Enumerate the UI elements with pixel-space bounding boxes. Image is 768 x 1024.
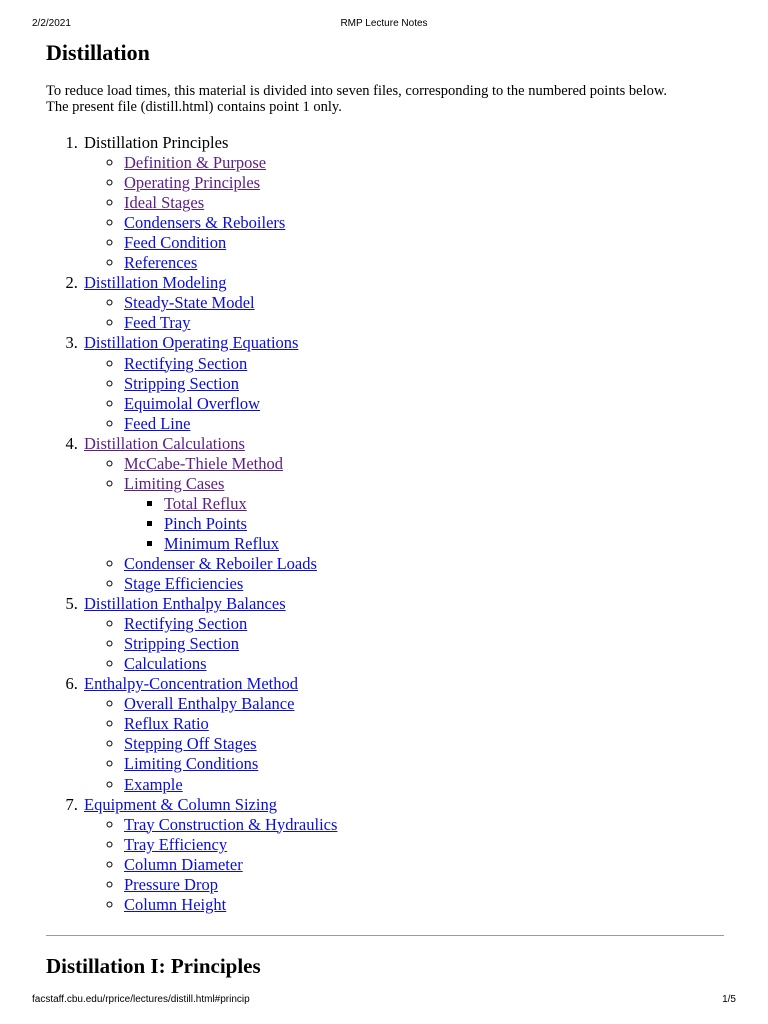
link-feed-tray[interactable]: Feed Tray [124, 313, 191, 333]
toc-section-2-list [84, 293, 726, 333]
list-item [124, 775, 726, 795]
list-item [124, 253, 726, 273]
toc-section-4-list [84, 454, 726, 594]
toc-section-5 [82, 594, 726, 674]
intro-line-2: The present file (distill.html) contains point 1 only. [46, 99, 342, 115]
link-equimolal-overflow[interactable]: Equimolal Overflow [124, 393, 261, 413]
list-item [124, 835, 726, 855]
link-limiting-cases[interactable]: Limiting Cases [124, 473, 225, 493]
link-stripping-section[interactable]: Stripping Section [124, 373, 240, 393]
link-limiting-conditions[interactable]: Limiting Conditions [124, 754, 259, 774]
intro-line-1: To reduce load times, this material is divided into seven files, corresponding to the numbered points below. [46, 83, 668, 99]
link-condensers-reboilers[interactable]: Condensers & Reboilers [124, 213, 286, 233]
list-item [124, 734, 726, 754]
toc-section-7 [82, 795, 726, 915]
link-references[interactable]: References [124, 253, 198, 273]
link-pressure-drop[interactable]: Pressure Drop [124, 874, 218, 894]
toc-section-1 [82, 133, 726, 273]
list-item [124, 233, 726, 253]
link-pinch-points[interactable]: Pinch Points [164, 513, 247, 533]
print-url: facstaff.cbu.edu/rprice/lectures/distill.html#princip [32, 994, 250, 1005]
main-content [46, 38, 726, 915]
link-definition-purpose[interactable]: Definition & Purpose [124, 153, 267, 173]
section-heading: Distillation I: Principles [46, 954, 261, 978]
toc-section-7-list [84, 815, 726, 915]
link-distillation-calculations[interactable]: Distillation Calculations [84, 433, 245, 453]
list-item [124, 855, 726, 875]
link-distillation-modeling[interactable]: Distillation Modeling [84, 273, 227, 293]
link-enthalpy-concentration-method[interactable]: Enthalpy-Concentration Method [84, 674, 298, 694]
list-item [124, 754, 726, 774]
toc-section-6 [82, 674, 726, 794]
list-item [124, 634, 726, 654]
link-tray-efficiency[interactable]: Tray Efficiency [124, 834, 228, 854]
toc-section-2 [82, 273, 726, 333]
intro-paragraph [46, 83, 726, 115]
link-overall-enthalpy-balance[interactable]: Overall Enthalpy Balance [124, 694, 295, 714]
link-feed-condition[interactable]: Feed Condition [124, 233, 227, 253]
list-item [124, 394, 726, 414]
link-mccabe-thiele-method[interactable]: McCabe-Thiele Method [124, 453, 283, 473]
toc-section-4 [82, 434, 726, 594]
print-page-number: 1/5 [722, 994, 736, 1005]
list-item [124, 714, 726, 734]
list-item [124, 293, 726, 313]
link-distillation-enthalpy-balances[interactable]: Distillation Enthalpy Balances [84, 594, 286, 614]
toc-section-3-list [84, 354, 726, 434]
link-condenser-reboiler-loads[interactable]: Condenser & Reboiler Loads [124, 553, 317, 573]
link-total-reflux[interactable]: Total Reflux [164, 493, 247, 513]
list-item [124, 454, 726, 474]
link-example[interactable]: Example [124, 774, 183, 794]
link-feed-line[interactable]: Feed Line [124, 413, 191, 433]
section-divider [46, 935, 724, 936]
print-date: 2/2/2021 [32, 18, 71, 29]
list-item [124, 354, 726, 374]
link-stepping-off-stages[interactable]: Stepping Off Stages [124, 734, 257, 754]
list-item [124, 654, 726, 674]
list-item [124, 554, 726, 574]
link-ideal-stages[interactable]: Ideal Stages [124, 193, 205, 213]
list-item [124, 193, 726, 213]
list-item [124, 694, 726, 714]
link-distillation-operating-equations[interactable]: Distillation Operating Equations [84, 333, 299, 353]
link-reflux-ratio[interactable]: Reflux Ratio [124, 714, 209, 734]
link-operating-principles[interactable]: Operating Principles [124, 173, 261, 193]
toc-section-1-label: Distillation Principles [84, 133, 229, 152]
list-item [124, 173, 726, 193]
list-item [124, 153, 726, 173]
list-item [124, 414, 726, 434]
limiting-cases-list [124, 494, 726, 554]
link-calculations[interactable]: Calculations [124, 654, 207, 674]
list-item [124, 614, 726, 634]
list-item [124, 374, 726, 394]
toc-section-5-list [84, 614, 726, 674]
link-column-height[interactable]: Column Height [124, 894, 227, 914]
link-column-diameter[interactable]: Column Diameter [124, 854, 243, 874]
link-equipment-column-sizing[interactable]: Equipment & Column Sizing [84, 794, 277, 814]
link-enthalpy-stripping-section[interactable]: Stripping Section [124, 634, 240, 654]
list-item [124, 474, 726, 554]
link-rectifying-section[interactable]: Rectifying Section [124, 353, 248, 373]
toc-section-6-list [84, 694, 726, 794]
list-item [124, 313, 726, 333]
list-item [164, 534, 726, 554]
print-doc-title: RMP Lecture Notes [340, 18, 428, 29]
toc-section-3 [82, 333, 726, 433]
list-item [164, 494, 726, 514]
list-item [124, 574, 726, 594]
link-enthalpy-rectifying-section[interactable]: Rectifying Section [124, 614, 248, 634]
toc-section-1-list [84, 153, 726, 273]
list-item [124, 815, 726, 835]
table-of-contents [46, 133, 726, 915]
link-minimum-reflux[interactable]: Minimum Reflux [164, 533, 280, 553]
list-item [124, 875, 726, 895]
page-title: Distillation [46, 40, 150, 65]
list-item [124, 213, 726, 233]
link-steady-state-model[interactable]: Steady-State Model [124, 293, 255, 313]
list-item [164, 514, 726, 534]
link-tray-construction-hydraulics[interactable]: Tray Construction & Hydraulics [124, 814, 338, 834]
link-stage-efficiencies[interactable]: Stage Efficiencies [124, 574, 244, 594]
list-item [124, 895, 726, 915]
